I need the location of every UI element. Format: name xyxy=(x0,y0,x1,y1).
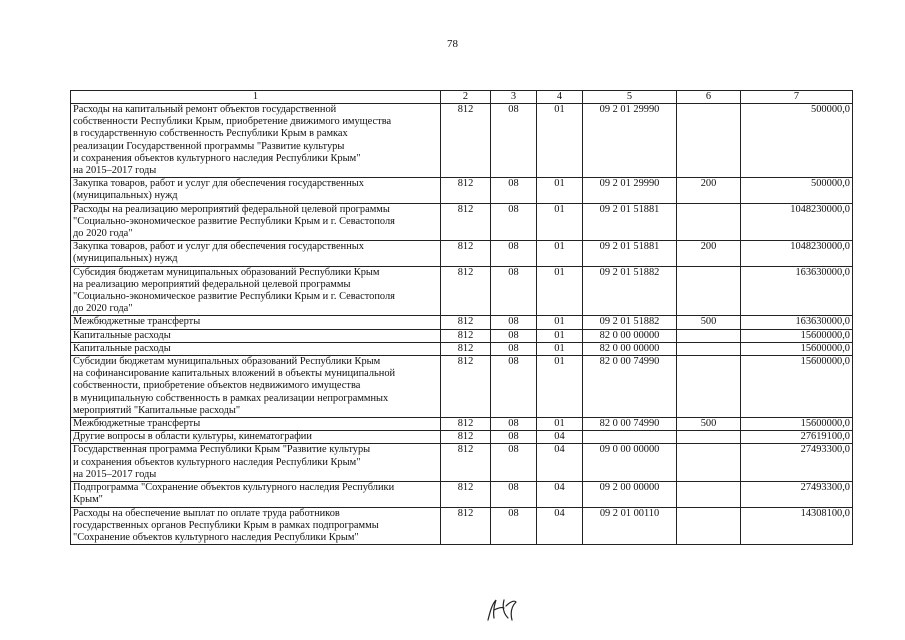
row-amount: 15600000,0 xyxy=(741,356,853,418)
row-section-code: 08 xyxy=(491,178,537,203)
header-row xyxy=(71,91,853,104)
budget-table xyxy=(70,90,853,545)
row-target-article: 82 0 00 00000 xyxy=(583,329,677,342)
row-expense-type xyxy=(677,482,741,507)
row-expense-type xyxy=(677,356,741,418)
row-ministry-code: 812 xyxy=(441,418,491,431)
row-target-article: 09 2 01 51881 xyxy=(583,203,677,241)
row-target-article: 09 2 01 51882 xyxy=(583,316,677,329)
column-header: 2 xyxy=(441,91,491,104)
row-expense-type xyxy=(677,507,741,545)
row-name: Расходы на обеспечение выплат по оплате труда работников государственных органов Республики Крым в рамках подпрограммы "Сохранение объектов культурного наследия Республики Крым" xyxy=(71,507,441,545)
row-name: Подпрограмма "Сохранение объектов культурного наследия Республики Крым" xyxy=(71,482,441,507)
row-section-code: 08 xyxy=(491,418,537,431)
row-section-code: 08 xyxy=(491,329,537,342)
row-amount: 27493300,0 xyxy=(741,482,853,507)
row-expense-type xyxy=(677,329,741,342)
row-target-article: 09 2 01 00110 xyxy=(583,507,677,545)
row-expense-type xyxy=(677,342,741,355)
row-expense-type: 500 xyxy=(677,418,741,431)
row-subsection-code: 01 xyxy=(537,356,583,418)
table-row xyxy=(71,342,853,355)
column-header: 4 xyxy=(537,91,583,104)
row-name: Государственная программа Республики Крым "Развитие культуры и сохранения объектов культурного наследия Республики Крым" на 2015–2017 годы xyxy=(71,444,441,482)
row-section-code: 08 xyxy=(491,316,537,329)
row-ministry-code: 812 xyxy=(441,444,491,482)
column-header: 3 xyxy=(491,91,537,104)
column-header: 5 xyxy=(583,91,677,104)
column-header: 6 xyxy=(677,91,741,104)
row-target-article: 82 0 00 74990 xyxy=(583,418,677,431)
row-amount: 1048230000,0 xyxy=(741,203,853,241)
row-expense-type xyxy=(677,444,741,482)
row-ministry-code: 812 xyxy=(441,316,491,329)
row-name: Закупка товаров, работ и услуг для обеспечения государственных (муниципальных) нужд xyxy=(71,178,441,203)
handwritten-signature xyxy=(482,594,522,624)
table-row xyxy=(71,444,853,482)
row-amount: 27493300,0 xyxy=(741,444,853,482)
row-name: Капитальные расходы xyxy=(71,329,441,342)
row-expense-type xyxy=(677,431,741,444)
row-amount: 15600000,0 xyxy=(741,342,853,355)
row-target-article xyxy=(583,431,677,444)
row-expense-type: 500 xyxy=(677,316,741,329)
row-subsection-code: 01 xyxy=(537,418,583,431)
row-amount: 15600000,0 xyxy=(741,418,853,431)
row-name: Межбюджетные трансферты xyxy=(71,418,441,431)
row-name: Расходы на реализацию мероприятий федеральной целевой программы "Социально-экономическое развитие Республики Крым и г. Севастополя до 2020 года" xyxy=(71,203,441,241)
row-expense-type: 200 xyxy=(677,178,741,203)
table-row xyxy=(71,356,853,418)
row-target-article: 09 2 01 51882 xyxy=(583,266,677,316)
table-row xyxy=(71,203,853,241)
row-name: Субсидия бюджетам муниципальных образований Республики Крым на реализацию мероприятий федеральной целевой программы "Социально-экономическое развитие Республики Крым и г. Севастополя до 2020 года" xyxy=(71,266,441,316)
row-section-code: 08 xyxy=(491,342,537,355)
row-ministry-code: 812 xyxy=(441,178,491,203)
row-amount: 163630000,0 xyxy=(741,266,853,316)
row-target-article: 09 2 01 29990 xyxy=(583,178,677,203)
row-subsection-code: 04 xyxy=(537,431,583,444)
row-section-code: 08 xyxy=(491,431,537,444)
row-expense-type: 200 xyxy=(677,241,741,266)
row-amount: 500000,0 xyxy=(741,178,853,203)
row-amount: 500000,0 xyxy=(741,104,853,178)
row-target-article: 09 2 01 51881 xyxy=(583,241,677,266)
row-amount: 163630000,0 xyxy=(741,316,853,329)
table-row xyxy=(71,316,853,329)
row-ministry-code: 812 xyxy=(441,356,491,418)
row-ministry-code: 812 xyxy=(441,241,491,266)
row-section-code: 08 xyxy=(491,241,537,266)
table-row xyxy=(71,507,853,545)
row-target-article: 82 0 00 74990 xyxy=(583,356,677,418)
row-subsection-code: 01 xyxy=(537,329,583,342)
row-section-code: 08 xyxy=(491,444,537,482)
row-amount: 27619100,0 xyxy=(741,431,853,444)
row-ministry-code: 812 xyxy=(441,329,491,342)
row-section-code: 08 xyxy=(491,203,537,241)
row-ministry-code: 812 xyxy=(441,104,491,178)
column-header: 1 xyxy=(71,91,441,104)
column-header: 7 xyxy=(741,91,853,104)
row-subsection-code: 01 xyxy=(537,178,583,203)
row-name: Капитальные расходы xyxy=(71,342,441,355)
row-section-code: 08 xyxy=(491,482,537,507)
row-subsection-code: 01 xyxy=(537,316,583,329)
row-name: Другие вопросы в области культуры, кинематографии xyxy=(71,431,441,444)
table-row xyxy=(71,482,853,507)
row-ministry-code: 812 xyxy=(441,342,491,355)
row-expense-type xyxy=(677,104,741,178)
table-row xyxy=(71,418,853,431)
row-ministry-code: 812 xyxy=(441,203,491,241)
row-subsection-code: 01 xyxy=(537,203,583,241)
row-name: Межбюджетные трансферты xyxy=(71,316,441,329)
row-subsection-code: 01 xyxy=(537,104,583,178)
row-subsection-code: 01 xyxy=(537,241,583,266)
row-expense-type xyxy=(677,203,741,241)
table-row xyxy=(71,104,853,178)
row-amount: 14308100,0 xyxy=(741,507,853,545)
row-subsection-code: 04 xyxy=(537,444,583,482)
row-name: Закупка товаров, работ и услуг для обеспечения государственных (муниципальных) нужд xyxy=(71,241,441,266)
row-name: Расходы на капитальный ремонт объектов государственной собственности Республики Крым, приобретение движимого имущества в государственную собственность Республики Крым в рамках реализации Государственной программы "Развитие культуры и сохранения объектов культурного наследия Республики Крым" на 2015–2017 годы xyxy=(71,104,441,178)
table-row xyxy=(71,329,853,342)
table-row xyxy=(71,241,853,266)
row-subsection-code: 04 xyxy=(537,507,583,545)
row-subsection-code: 01 xyxy=(537,266,583,316)
row-subsection-code: 01 xyxy=(537,342,583,355)
row-name: Субсидии бюджетам муниципальных образований Республики Крым на софинансирование капитальных вложений в объекты муниципальной собственности, приобретение объектов недвижимого имущества в муниципальную собственность в рамках реализации непрограммных мероприятий "Капитальные расходы" xyxy=(71,356,441,418)
row-target-article: 82 0 00 00000 xyxy=(583,342,677,355)
table-row xyxy=(71,266,853,316)
row-target-article: 09 2 01 29990 xyxy=(583,104,677,178)
row-section-code: 08 xyxy=(491,356,537,418)
row-ministry-code: 812 xyxy=(441,507,491,545)
row-ministry-code: 812 xyxy=(441,266,491,316)
row-amount: 1048230000,0 xyxy=(741,241,853,266)
row-subsection-code: 04 xyxy=(537,482,583,507)
row-ministry-code: 812 xyxy=(441,431,491,444)
row-amount: 15600000,0 xyxy=(741,329,853,342)
row-expense-type xyxy=(677,266,741,316)
row-section-code: 08 xyxy=(491,104,537,178)
row-section-code: 08 xyxy=(491,507,537,545)
row-ministry-code: 812 xyxy=(441,482,491,507)
page-number: 78 xyxy=(447,38,458,50)
table-row xyxy=(71,431,853,444)
row-target-article: 09 0 00 00000 xyxy=(583,444,677,482)
row-section-code: 08 xyxy=(491,266,537,316)
row-target-article: 09 2 00 00000 xyxy=(583,482,677,507)
table-row xyxy=(71,178,853,203)
